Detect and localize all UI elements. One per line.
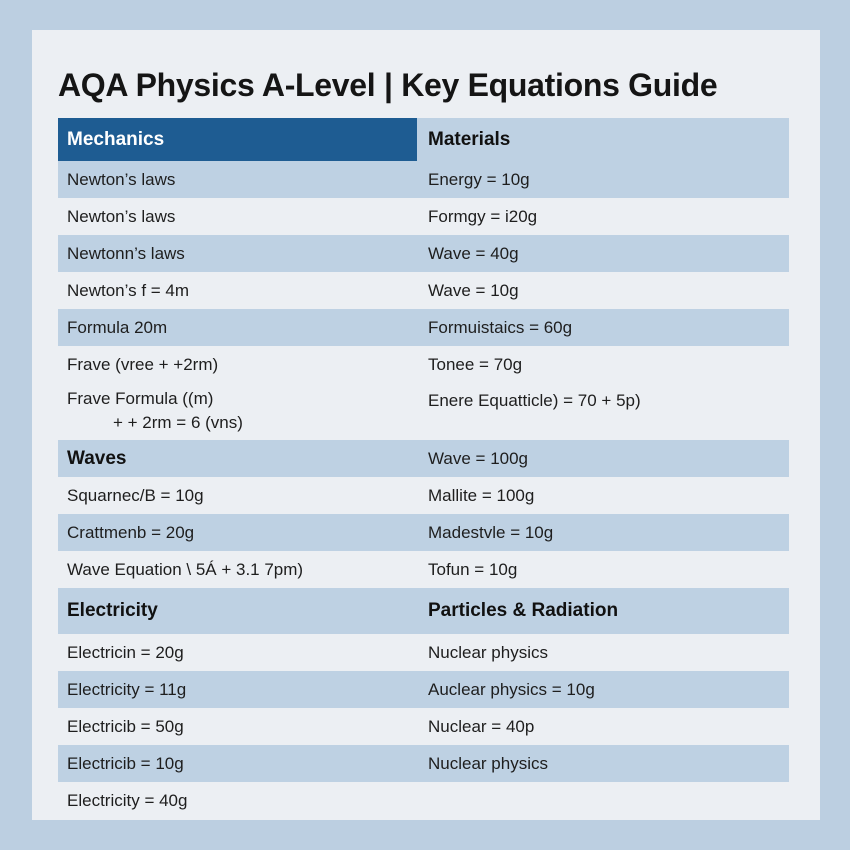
multiline-line-2: + + 2rm = 6 (vns) xyxy=(113,413,243,432)
particles-item: Nuclear = 40p xyxy=(428,716,535,736)
materials-item: Tofun = 10g xyxy=(428,559,518,579)
page-title: AQA Physics A-Level | Key Equations Guide xyxy=(58,67,718,103)
materials-item: Wave = 100g xyxy=(417,440,789,477)
materials-item: Mallite = 100g xyxy=(428,485,535,505)
mechanics-item: Newtonn’s laws xyxy=(58,235,417,272)
electricity-item: Electricib = 10g xyxy=(58,745,417,782)
materials-heading: Materials xyxy=(417,118,789,161)
multiline-line-1: Frave Formula ((m) xyxy=(67,389,214,408)
materials-item: Formuistaics = 60g xyxy=(417,309,789,346)
mechanics-item: Formula 20m xyxy=(58,309,417,346)
electricity-item: Electricin = 20g xyxy=(67,642,184,662)
materials-item: Wave = 10g xyxy=(428,280,519,300)
materials-item: Tonee = 70g xyxy=(428,354,523,374)
particles-item: Nuclear physics xyxy=(428,642,548,662)
mechanics-item: Newton’s f = 4m xyxy=(67,280,190,300)
mechanics-item: Newton’s laws xyxy=(58,161,417,198)
particles-heading: Particles & Radiation xyxy=(417,588,789,634)
waves-item: Crattmenb = 20g xyxy=(58,514,417,551)
waves-item: Squarnec/B = 10g xyxy=(67,485,204,505)
electricity-item: Electricity = 40g xyxy=(67,790,188,810)
materials-item: Formgy = i20g xyxy=(428,206,538,226)
mechanics-multiline-item xyxy=(58,383,417,440)
waves-heading: Waves xyxy=(58,440,417,477)
mechanics-heading: Mechanics xyxy=(58,118,417,161)
particles-item: Nuclear physics xyxy=(417,745,789,782)
particles-item: Auclear physics = 10g xyxy=(417,671,789,708)
materials-item: Madestvle = 10g xyxy=(417,514,789,551)
materials-item: Enere Equatticle) = 70 + 5p) xyxy=(428,391,641,410)
electricity-heading: Electricity xyxy=(58,588,417,634)
mechanics-item: Frave (vree + +2rm) xyxy=(67,354,219,374)
electricity-item: Electricity = 11g xyxy=(58,671,417,708)
materials-item: Wave = 40g xyxy=(417,235,789,272)
materials-item: Energy = 10g xyxy=(417,161,789,198)
electricity-item: Electricib = 50g xyxy=(67,716,184,736)
waves-item: Wave Equation \ 5Á + 3.1 7pm) xyxy=(67,559,304,579)
mechanics-item: Newton’s laws xyxy=(67,206,176,226)
